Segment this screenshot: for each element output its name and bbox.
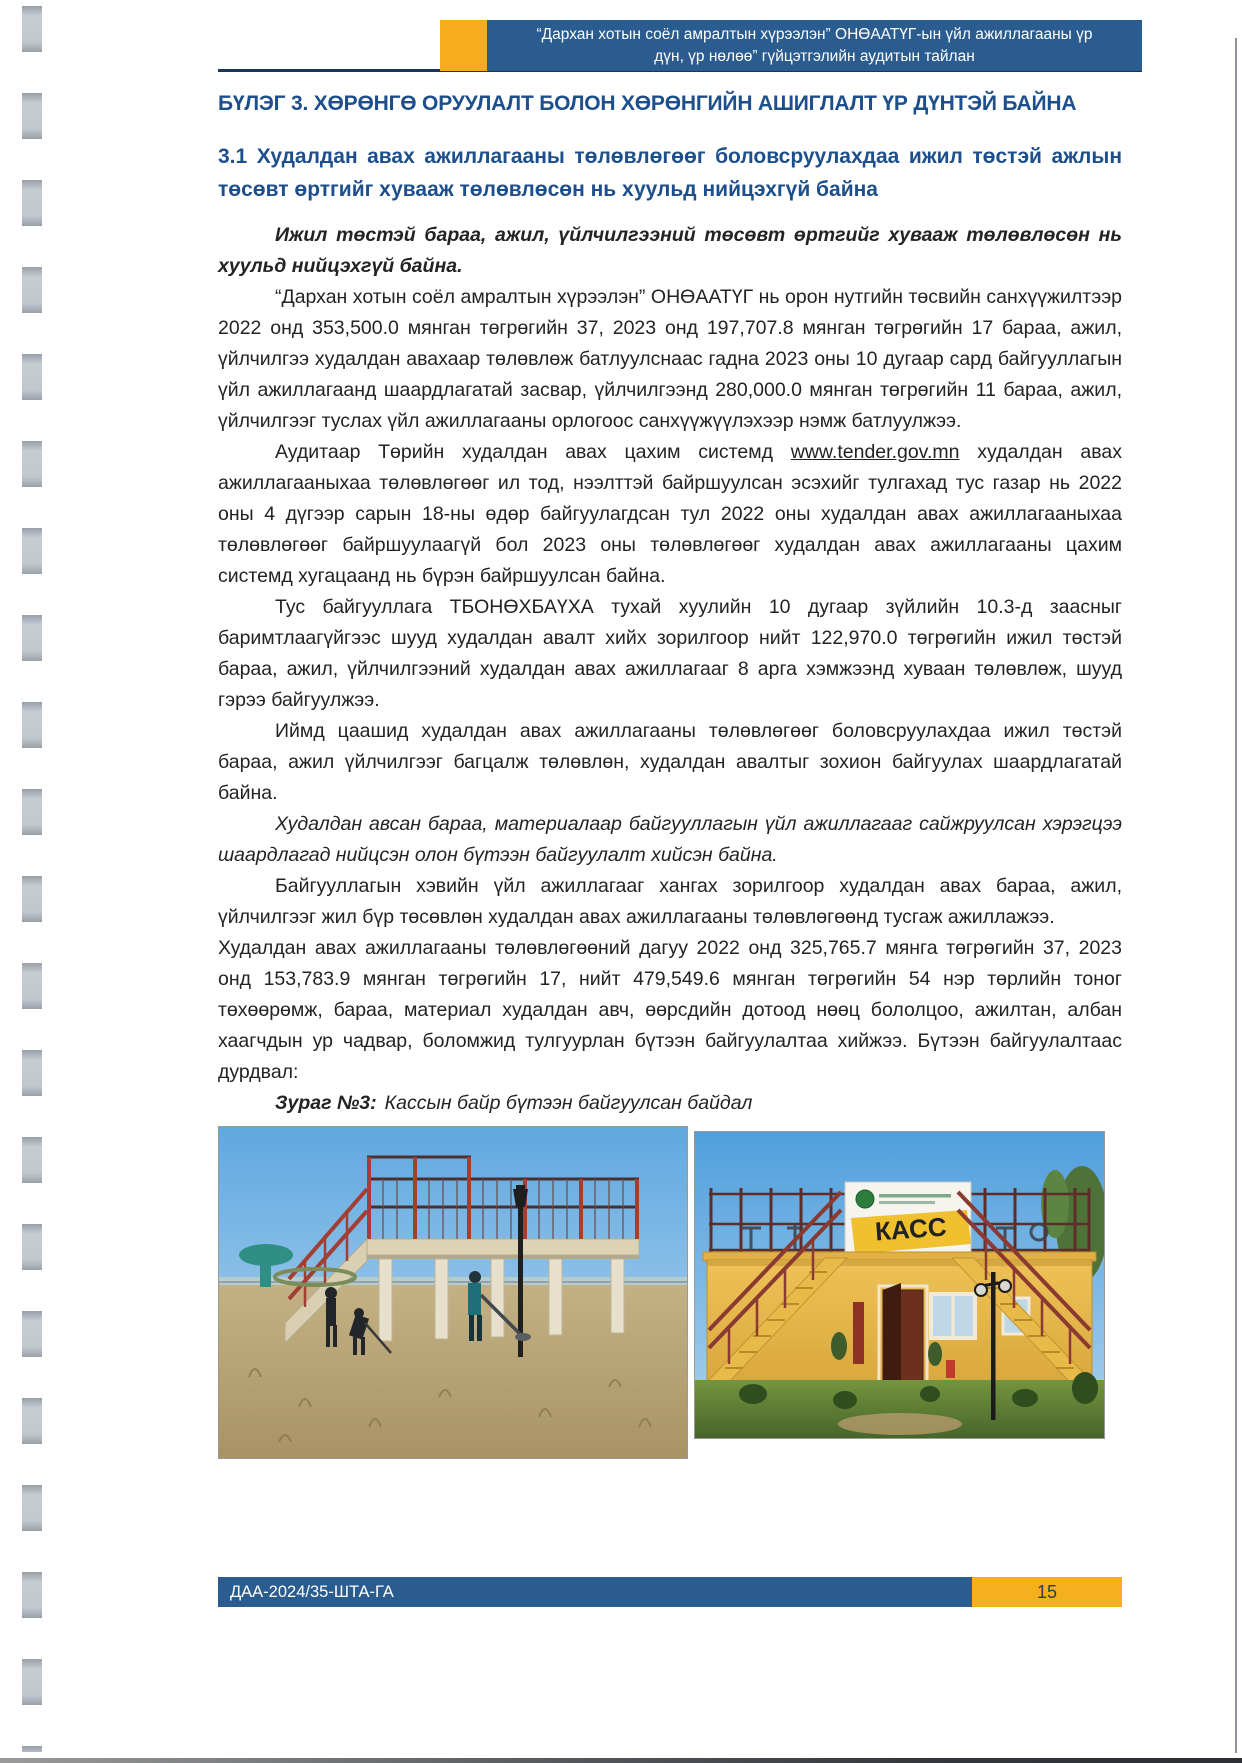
tender-url: www.tender.gov.mn [790,441,960,463]
header-accent-square [440,20,487,71]
figure-caption-label: Зураг №3: [275,1092,377,1114]
page-edge-right [1235,38,1237,1753]
chapter-heading: БҮЛЭГ 3. ХӨРӨНГӨ ОРУУЛАЛТ БОЛОН ХӨРӨНГИЙН АШИГЛАЛТ ҮР ДҮНТЭЙ БАЙНА [218,92,1077,115]
document-body [218,92,1122,1459]
paragraph-recommendation: Иймд цаашид худалдан авах ажиллагааны төлөвлөгөөг боловсруулахдаа ижил төстэй бараа, ажил үйлчилгээг багцалж төлөвлөн, худалдан авалтыг зохион байгуулах шаардлагатай байна. [218,720,1122,804]
paragraph-law-violation: Тус байгууллага ТБОНӨХБАҮХА тухай хуулийн 10 дугаар зүйлийн 10.3-д заасныг баримтлаагүйгээс шууд худалдан авалт хийх зорилгоор нийт 122,970.0 төгрөгийн ижил төстэй бараа, ажил, үйлчилгээний худалдан авах ажиллагааг 8 арга хэмжээнд хуваан төлөвлөж, шууд гэрээ байгуулжээ. [218,596,1122,711]
photo-park-grounds-illustration [219,1127,687,1458]
paragraph-finding: Ижил төстэй бараа, ажил, үйлчилгээний төсөвт өртгийг хувааж төлөвлөсөн нь хуульд нийцэхгүй байна. [218,224,1122,277]
figure-caption [218,1088,1122,1119]
header-report-title: “Дархан хотын соёл амралтын хүрээлэн” ОНӨААТҮГ-ын үйл ажиллагааны үр дүн, үр нөлөө” гүйцэтгэлийн аудитын тайлан [487,20,1142,71]
figure-caption-text: Кассын байр бүтээн байгуулсан байдал [384,1092,753,1114]
page-edge-bottom [0,1758,1242,1763]
section-heading: 3.1 Худалдан авах ажиллагааны төлөвлөгөөг боловсруулахдаа ижил төстэй ажлын төсөвт өртгийг хувааж төлөвлөсөн нь хуульд нийцэхгүй байна [218,145,1122,201]
photo-cashier-building [694,1131,1105,1439]
photo-cashier-building-illustration [695,1132,1104,1438]
kacc-banner-text: КАСС [874,1211,948,1247]
paragraph-budget: “Дархан хотын соёл амралтын хүрээлэн” ОНӨААТҮГ нь орон нутгийн төсвийн санхүүжилтээр 2022 онд 353,500.0 мянган төгрөгийн 37, 2023 онд 197,707.8 мянган төгрөгийн 17 бараа, ажил, үйлчилгээ худалдан авахаар төлөвлөж батлуулснаас гадна 2023 оны 10 дугаар сард байгууллагын үйл ажиллагаанд шаардлагатай засвар, үйлчилгээнд 280,000.0 мянган төгрөгийн 11 бараа, ажил, үйлчилгээг туслах үйл ажиллагааны орлогоос санхүүжүүлэхээр нэмж батлуулжээ. [218,286,1122,432]
page-header [440,20,1142,71]
page-footer [218,1577,1122,1607]
paragraph-finding-2: Худалдан авсан бараа, материалаар байгууллагын үйл ажиллагааг сайжруулсан хэрэгцээ шаардлагад нийцсэн олон бүтээн байгуулалт хийсэн байна. [218,813,1122,866]
figure-3 [218,1088,1122,1459]
paragraph-procurement-totals: Худалдан авах ажиллагааны төлөвлөгөөний дагуу 2022 онд 325,765.7 мянга төгрөгийн 37, 2023 онд 153,783.9 мянган төгрөгийн 17, нийт 479,549.6 мянган төгрөгийн 54 нэр төрлийн тоног төхөөрөмж, бараа, материал худалдан авч, өөрсдийн дотоод нөөц бололцоо, ажилтан, албан хаагчдын ур чадвар, боломжид тулгуурлан бүтээн байгуулалтаа хийжээ. Бүтээн байгуулалтаас дурдвал: [218,937,1122,1083]
paragraph-audit-tender [218,437,1122,592]
binder-holes [22,6,42,1752]
footer-page-number: 15 [972,1577,1122,1607]
photo-park-grounds [218,1126,688,1459]
footer-doc-code: ДАА-2024/35-ШТА-ГА [218,1577,972,1607]
paragraph-operations: Байгууллагын хэвийн үйл ажиллагааг хангах зорилгоор худалдан авах бараа, ажил, үйлчилгээг жил бүр төсөвлөн худалдан авах ажиллагааны төлөвлөгөөнд тусгаж ажиллажээ. [218,875,1122,928]
photo-row [218,1126,1122,1459]
paragraph-audit-tender-after: худалдан авах ажиллагааныхаа төлөвлөгөөг ил тод, нээлттэй байршуулсан эсэхийг тулгахад тус газар нь 2022 оны 4 дүгээр сарын 18-ны өдөр байгуулагдсан тул 2022 оны худалдан авах ажиллагааныхаа төлөвлөгөөг байршуулаагүй бол 2023 оны төлөвлөгөөг худалдан авах ажиллагааны цахим системд хугацаанд нь бүрэн байршуулсан байна. [218,441,1122,587]
paragraph-audit-tender-before: Аудитаар Төрийн худалдан авах цахим системд [275,441,791,463]
